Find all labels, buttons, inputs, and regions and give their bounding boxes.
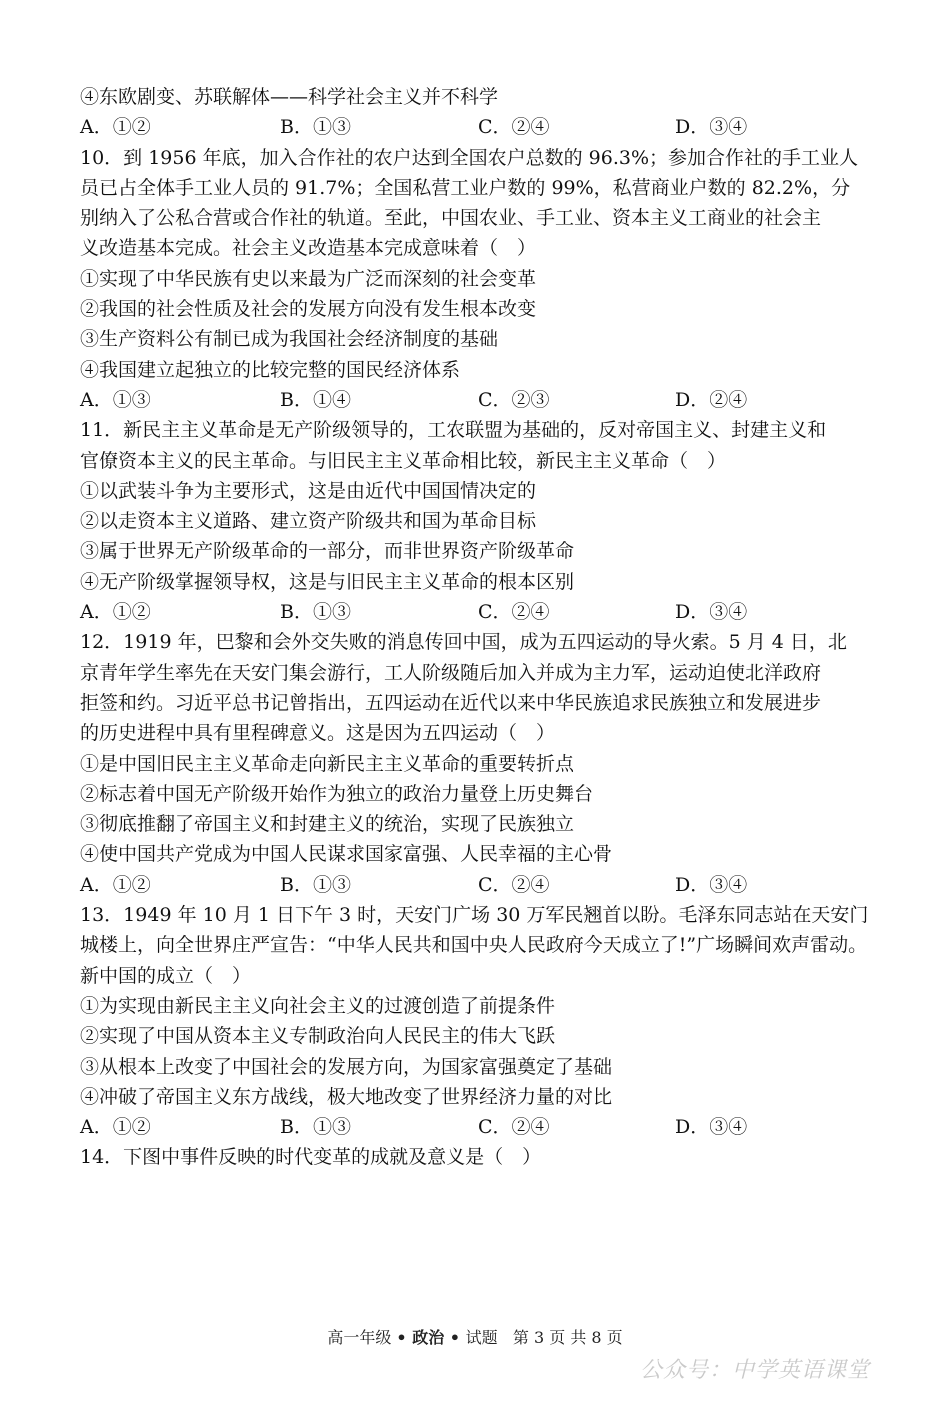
text-line: 拒签和约。习近平总书记曾指出，五四运动在近代以来中华民族追求民族独立和发展进步 xyxy=(80,691,822,714)
answer-option: B．①③ xyxy=(280,873,351,896)
answer-option: D．③④ xyxy=(675,601,748,624)
answer-option: C．②④ xyxy=(478,873,550,896)
answer-option: C．②④ xyxy=(478,601,550,624)
text-line: ①实现了中华民族有史以来最为广泛而深刻的社会变革 xyxy=(80,267,537,290)
answer-options-row xyxy=(80,597,880,627)
answer-option: A．①② xyxy=(80,873,151,896)
answer-option: D．③④ xyxy=(675,1116,748,1139)
text-line: ②标志着中国无产阶级开始作为独立的政治力量登上历史舞台 xyxy=(80,782,594,805)
answer-option: C．②④ xyxy=(478,116,550,139)
answer-option: B．①③ xyxy=(280,601,351,624)
text-line: ②我国的社会性质及社会的发展方向没有发生根本改变 xyxy=(80,298,537,321)
text-line: 12．1919 年，巴黎和会外交失败的消息传回中国，成为五四运动的导火索。5 月 4 日，北 xyxy=(80,631,847,654)
watermark-text: 公众号：中学英语课堂 xyxy=(640,1358,871,1383)
answer-option: D．③④ xyxy=(675,116,748,139)
page-footer: 高一年级 • 政治 • 试题 第 3 页 共 8 页 xyxy=(327,1328,623,1347)
text-line: ④我国建立起独立的比较完整的国民经济体系 xyxy=(80,358,461,381)
text-line: 义改造基本完成。社会主义改造基本完成意味着（ ） xyxy=(80,237,537,260)
text-line: 城楼上，向全世界庄严宣告：“中华人民共和国中央人民政府今天成立了!”广场瞬间欢声雷动。 xyxy=(80,934,868,957)
text-line: ③属于世界无产阶级革命的一部分，而非世界资产阶级革命 xyxy=(80,540,575,563)
text-line: ④使中国共产党成为中国人民谋求国家富强、人民幸福的主心骨 xyxy=(80,843,613,866)
text-line: 官僚资本主义的民主革命。与旧民主主义革命相比较，新民主主义革命（ ） xyxy=(80,449,727,472)
text-line: ②实现了中国从资本主义专制政治向人民民主的伟大飞跃 xyxy=(80,1025,556,1048)
answer-option: B．①③ xyxy=(280,1116,351,1139)
footer-kind: 试题 xyxy=(465,1328,498,1347)
text-line: 10．到 1956 年底，加入合作社的农户达到全国农户总数的 96.3%；参加合作社的手工业人 xyxy=(80,146,859,169)
text-line: ①以武装斗争为主要形式，这是由近代中国国情决定的 xyxy=(80,479,537,502)
answer-option: B．①③ xyxy=(280,116,351,139)
answer-option: D．③④ xyxy=(675,873,748,896)
text-line: ③彻底推翻了帝国主义和封建主义的统治，实现了民族独立 xyxy=(80,813,575,836)
answer-option: A．①② xyxy=(80,601,151,624)
answer-option: D．②④ xyxy=(675,388,748,411)
answer-option: A．①③ xyxy=(80,388,151,411)
text-line: ④无产阶级掌握领导权，这是与旧民主主义革命的根本区别 xyxy=(80,570,575,593)
text-line: ①为实现由新民主主义向社会主义的过渡创造了前提条件 xyxy=(80,994,556,1017)
answer-options-row xyxy=(80,385,880,415)
text-line: 的历史进程中具有里程碑意义。这是因为五四运动（ ） xyxy=(80,722,556,745)
footer-subject: 政治 xyxy=(412,1328,445,1347)
text-line: 11．新民主主义革命是无产阶级领导的，工农联盟为基础的，反对帝国主义、封建主义和 xyxy=(80,419,827,442)
answer-option: A．①② xyxy=(80,116,151,139)
text-line: ③生产资料公有制已成为我国社会经济制度的基础 xyxy=(80,328,499,351)
text-line: 新中国的成立（ ） xyxy=(80,964,252,987)
answer-option: C．②④ xyxy=(478,1116,550,1139)
text-line: ①是中国旧民主主义革命走向新民主主义革命的重要转折点 xyxy=(80,752,575,775)
answer-option: C．②③ xyxy=(478,388,550,411)
text-line: 13．1949 年 10 月 1 日下午 3 时，天安门广场 30 万军民翘首以盼。毛泽东同志站在天安门 xyxy=(80,904,869,927)
text-line: 京青年学生率先在天安门集会游行，工人阶级随后加入并成为主力军，运动迫使北洋政府 xyxy=(80,661,822,684)
answer-options-row xyxy=(80,1112,880,1142)
footer-page-number: 第 3 页 共 8 页 xyxy=(512,1328,623,1347)
answer-options-row xyxy=(80,870,880,900)
text-line: 14．下图中事件反映的时代变革的成就及意义是（ ） xyxy=(80,1146,542,1169)
answer-option: A．①② xyxy=(80,1116,151,1139)
text-line: ③从根本上改变了中国社会的发展方向，为国家富强奠定了基础 xyxy=(80,1055,613,1078)
exam-content xyxy=(80,82,880,1173)
text-line: 别纳入了公私合营或合作社的轨道。至此，中国农业、手工业、资本主义工商业的社会主 xyxy=(80,207,822,230)
answer-options-row xyxy=(80,112,880,142)
text-line: 员已占全体手工业人员的 91.7%；全国私营工业户数的 99%，私营商业户数的 82.2%，分 xyxy=(80,176,851,199)
text-line: ②以走资本主义道路、建立资产阶级共和国为革命目标 xyxy=(80,510,537,533)
answer-option: B．①④ xyxy=(280,388,351,411)
text-line: ④冲破了帝国主义东方战线，极大地改变了世界经济力量的对比 xyxy=(80,1085,613,1108)
text-line: ④东欧剧变、苏联解体——科学社会主义并不科学 xyxy=(80,86,499,108)
footer-grade: 高一年级 xyxy=(327,1328,392,1347)
